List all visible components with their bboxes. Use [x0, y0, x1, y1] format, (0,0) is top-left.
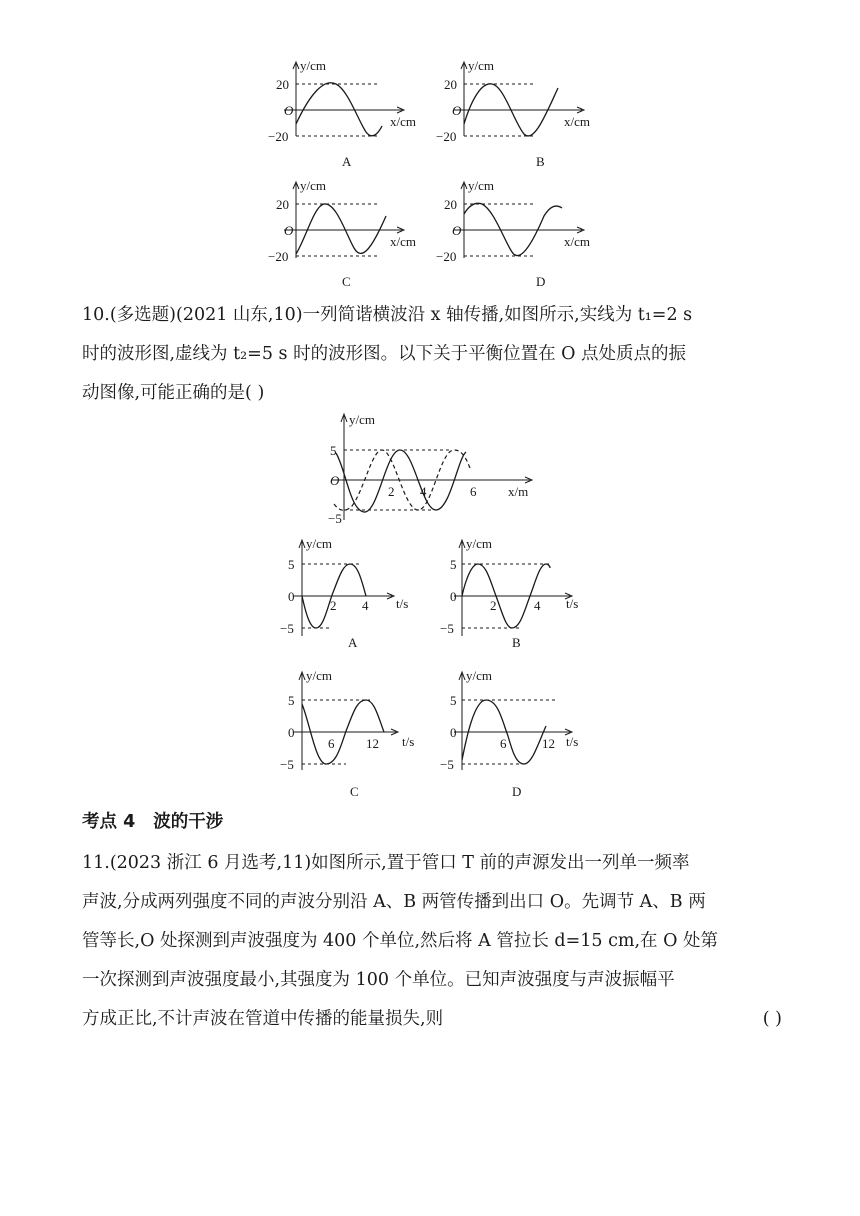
solid-wave [336, 450, 466, 512]
tick-bottom: −5 [280, 621, 294, 636]
tick-top: 20 [276, 197, 289, 212]
q11-line-2: 声波,分成两列强度不同的声波分别沿 A、B 两管传播到出口 O。先调节 A、B 两 [82, 892, 706, 912]
question-11 [82, 844, 782, 1039]
wave-figure [316, 408, 546, 533]
q11-line-1: 11.(2023 浙江 6 月选考,11)如图所示,置于管口 T 前的声源发出一列单一频率 [82, 853, 690, 873]
x-tick-first: 6 [328, 736, 335, 751]
answer-bracket: ( ) [762, 1009, 782, 1029]
y-axis-label: y/cm [306, 668, 332, 683]
y-axis-label: y/cm [300, 178, 326, 193]
x-tick-first: 2 [490, 598, 497, 613]
wave-curve [296, 83, 382, 136]
x-axis-label: t/s [396, 596, 409, 611]
tick-bottom: −5 [280, 757, 294, 772]
tick-origin: O [284, 103, 294, 118]
tick-top: 20 [444, 77, 457, 92]
q10-line-2: 时的波形图,虚线为 t₂=5 s 时的波形图。以下关于平衡位置在 O 点处质点的振 [82, 344, 687, 364]
x-tick-6: 6 [470, 484, 477, 499]
y-axis-label: y/cm [306, 536, 332, 551]
tick-zero: 0 [450, 589, 457, 604]
option-letter: C [350, 784, 359, 799]
tick-origin: O [284, 223, 294, 238]
x-tick-second: 4 [534, 598, 541, 613]
tick-zero: 0 [288, 589, 295, 604]
section-label: 考点 4 [82, 812, 136, 832]
x-tick-first: 6 [500, 736, 507, 751]
tick-bottom: −20 [436, 129, 457, 144]
option-graph-c [262, 174, 416, 294]
option-letter: D [536, 274, 546, 289]
question-10 [82, 296, 782, 413]
tick-top: 5 [330, 443, 337, 458]
y-axis-label: y/cm [468, 178, 494, 193]
x-axis-label: t/s [566, 734, 579, 749]
tick-bottom: −20 [268, 249, 289, 264]
option-letter: B [512, 635, 521, 650]
option-graph-a [262, 54, 416, 174]
vib-option-b [440, 532, 606, 657]
tick-top: 5 [288, 693, 295, 708]
y-axis-label: y/cm [466, 536, 492, 551]
section-heading [82, 808, 223, 833]
tick-origin: O [452, 223, 462, 238]
x-axis-label: t/s [402, 734, 415, 749]
option-graph-b [436, 54, 590, 174]
tick-bottom: −20 [436, 249, 457, 264]
y-axis-label: y/cm [349, 412, 375, 427]
tick-bottom: −20 [268, 129, 289, 144]
tick-top: 20 [444, 197, 457, 212]
tick-top: 5 [450, 693, 457, 708]
option-letter: A [348, 635, 358, 650]
x-tick-first: 2 [330, 598, 337, 613]
x-tick-second: 12 [542, 736, 555, 751]
x-axis-label: x/m [508, 484, 529, 499]
y-axis-label: y/cm [300, 58, 326, 73]
tick-zero: 0 [450, 725, 457, 740]
tick-origin: O [452, 103, 462, 118]
q11-line-5 [82, 1000, 782, 1039]
option-letter: B [536, 154, 545, 169]
y-axis-label: y/cm [468, 58, 494, 73]
q11-line-5-text: 方成正比,不计声波在管道中传播的能量损失,则 [82, 1009, 444, 1029]
x-tick-4: 4 [420, 484, 427, 499]
tick-zero: 0 [288, 725, 295, 740]
x-axis-label: x/cm [390, 114, 416, 129]
option-letter: C [342, 274, 351, 289]
vib-option-c [280, 664, 440, 804]
tick-bottom: −5 [328, 511, 342, 526]
x-axis-label: x/cm [564, 234, 590, 249]
tick-bottom: −5 [440, 757, 454, 772]
x-tick-2: 2 [388, 484, 395, 499]
option-letter: D [512, 784, 522, 799]
section-title: 波的干涉 [153, 812, 224, 832]
tick-top: 20 [276, 77, 289, 92]
q11-line-4: 一次探测到声波强度最小,其强度为 100 个单位。已知声波强度与声波振幅平 [82, 970, 675, 990]
vib-option-a [280, 532, 440, 657]
y-axis-label: y/cm [466, 668, 492, 683]
x-tick-second: 4 [362, 598, 369, 613]
x-axis-label: x/cm [564, 114, 590, 129]
tick-bottom: −5 [440, 621, 454, 636]
x-tick-second: 12 [366, 736, 379, 751]
x-axis-label: t/s [566, 596, 579, 611]
x-axis-label: x/cm [390, 234, 416, 249]
option-graph-d [436, 174, 590, 294]
wave-curve [296, 204, 386, 254]
q11-line-3: 管等长,O 处探测到声波强度为 400 个单位,然后将 A 管拉长 d=15 cm,在 O 处第 [82, 931, 719, 951]
q10-line-3: 动图像,可能正确的是( ) [82, 383, 265, 403]
option-letter: A [342, 154, 352, 169]
q10-line-1: 10.(多选题)(2021 山东,10)一列简谐横波沿 x 轴传播,如图所示,实线为 t₁=2 s [82, 305, 693, 325]
tick-origin: O [330, 473, 340, 488]
vib-option-d [440, 664, 606, 804]
wave-curve [464, 203, 562, 255]
tick-top: 5 [288, 557, 295, 572]
tick-top: 5 [450, 557, 457, 572]
